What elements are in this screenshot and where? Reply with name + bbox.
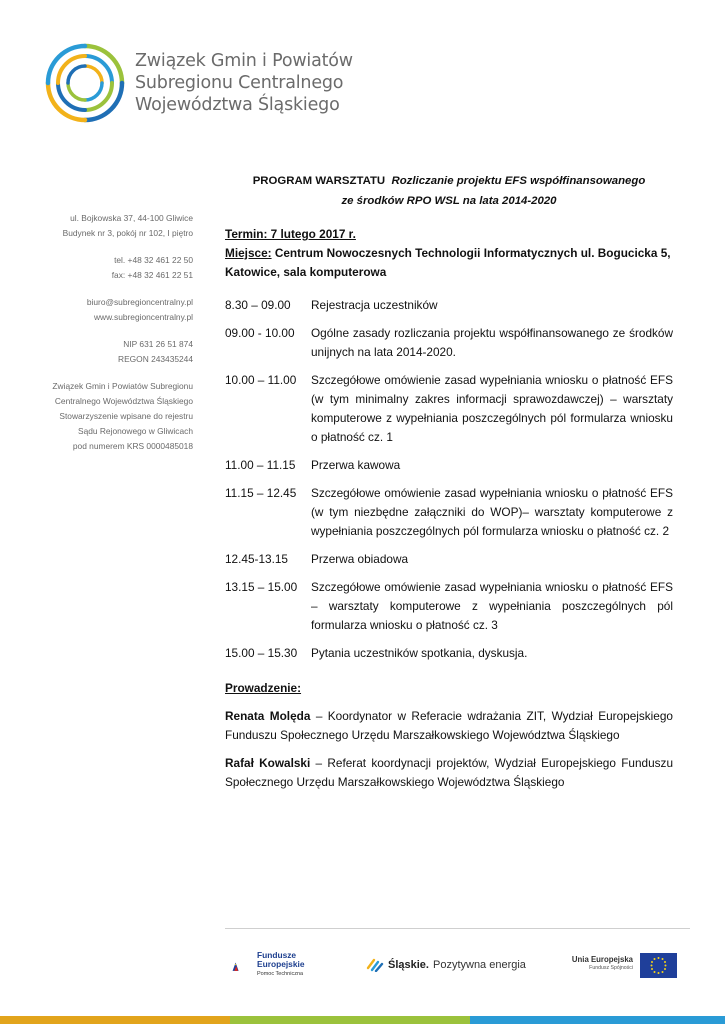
organization-name <box>135 50 353 116</box>
registry-line: Stowarzyszenie wpisane do rejestru <box>59 411 193 421</box>
place-label: Miejsce: <box>225 246 272 260</box>
event-place <box>225 244 673 282</box>
host-desc: – Referat koordynacji projektów, Wydział Europejskiego Funduszu Społecznego Urzędu Marszałkowskiego Województwa Śląskiego <box>225 756 673 789</box>
agenda-text: Rejestracja uczestników <box>311 298 438 312</box>
host-desc: – Koordynator w Referacie wdrażania ZIT, Wydział Europejskiego Funduszu Społecznego Urzędu Marszałkowskiego Województwa Śląskiego <box>225 709 673 742</box>
agenda-item <box>225 644 673 663</box>
fe-line: Europejskie <box>257 959 305 969</box>
address-line: Budynek nr 3, pokój nr 102, I piętro <box>62 228 193 238</box>
document-title <box>225 171 673 211</box>
agenda-item <box>225 578 673 635</box>
title-bold: PROGRAM WARSZTATU <box>252 175 386 187</box>
agenda-time: 09.00 - 10.00 <box>225 326 295 340</box>
host-entry <box>225 707 673 745</box>
fundusze-europejskie-logo-icon <box>232 950 256 984</box>
contact-sidebar <box>3 211 193 454</box>
website-link[interactable]: www.subregioncentralny.pl <box>94 312 193 322</box>
agenda-text: Pytania uczestników spotkania, dyskusja. <box>311 646 528 660</box>
address-line: ul. Bojkowska 37, 44-100 Gliwice <box>70 213 193 223</box>
regon-line: REGON 243435244 <box>118 354 193 364</box>
event-details <box>225 225 673 282</box>
slaskie-tagline: Pozytywna energia <box>432 959 526 971</box>
agenda-time: 10.00 – 11.00 <box>225 373 297 387</box>
org-name-line: Województwa Śląskiego <box>135 95 340 115</box>
agenda-item <box>225 484 673 541</box>
fax-line: fax: +48 32 461 22 51 <box>111 270 193 280</box>
host-entry <box>225 754 673 792</box>
agenda-text: Przerwa obiadowa <box>311 552 409 566</box>
event-date: Termin: 7 lutego 2017 r. <box>225 227 356 241</box>
host-name: Rafał Kowalski <box>225 756 311 770</box>
eu-logo-text <box>560 955 633 973</box>
agenda-time: 11.00 – 11.15 <box>225 458 296 472</box>
agenda-time: 13.15 – 15.00 <box>225 580 298 594</box>
eu-subtitle: Fundusz Spójności <box>589 965 633 971</box>
hosts-heading: Prowadzenie: <box>225 681 302 695</box>
eu-title: Unia Europejska <box>571 955 633 964</box>
association-logo-icon <box>44 42 126 124</box>
document-body <box>225 171 673 792</box>
agenda-time: 8.30 – 09.00 <box>225 298 291 312</box>
registry-line: pod numerem KRS 0000485018 <box>72 441 193 451</box>
nip-line: NIP 631 26 51 874 <box>123 339 193 349</box>
agenda-text: Szczegółowe omówienie zasad wypełniania wniosku o płatność EFS (w tym minimalny zakres informacji sprawozdawczej) – warsztaty komputerowe z wypełniania poszczególnych pól formularza wniosku o płatność cz. 1 <box>311 373 673 444</box>
agenda-text: Przerwa kawowa <box>311 458 401 472</box>
org-name-line: Subregionu Centralnego <box>135 73 344 93</box>
agenda-time: 12.45-13.15 <box>225 552 288 566</box>
registry-line: Związek Gmin i Powiatów Subregionu <box>52 381 193 391</box>
footer-divider <box>225 928 690 929</box>
slaskie-bold: Śląskie. <box>388 959 429 971</box>
agenda-text: Szczegółowe omówienie zasad wypełniania wniosku o płatność EFS – warsztaty komputerowe z wypełniania poszczególnych pól formularza wniosku o płatność cz. 3 <box>311 580 673 632</box>
registry-line: Centralnego Województwa Śląskiego <box>54 396 193 406</box>
agenda-item <box>225 456 673 475</box>
email-link[interactable]: biuro@subregioncentralny.pl <box>86 297 193 307</box>
agenda-text: Ogólne zasady rozliczania projektu współfinansowanego ze środków unijnych na lata 2014-2020. <box>311 326 673 359</box>
slaskie-logo <box>366 958 526 972</box>
agenda-item <box>225 550 673 569</box>
title-italic: Rozliczanie projektu EFS współfinansowanego <box>391 175 646 187</box>
agenda-time: 11.15 – 12.45 <box>225 486 297 500</box>
org-name-line: Związek Gmin i Powiatów <box>135 51 353 71</box>
fe-subtitle: Pomoc Techniczna <box>257 971 304 977</box>
agenda-time: 15.00 – 15.30 <box>225 646 298 660</box>
fe-logo-text <box>257 951 304 969</box>
agenda-text: Szczegółowe omówienie zasad wypełniania wniosku o płatność EFS (w tym niezbędne załączniki do WOP)– warsztaty komputerowe z wypełniania poszczególnych pól formularza wniosku o płatność cz. 2 <box>311 486 673 538</box>
agenda-list <box>225 296 673 663</box>
phone-line: tel. +48 32 461 22 50 <box>114 255 193 265</box>
title-italic: ze środków RPO WSL na lata 2014-2020 <box>341 195 557 207</box>
bottom-color-stripe <box>0 1016 725 1024</box>
agenda-item <box>225 324 673 362</box>
host-name: Renata Molęda <box>225 709 311 723</box>
agenda-item <box>225 371 673 447</box>
eu-flag-icon <box>640 953 677 978</box>
agenda-item <box>225 296 673 315</box>
registry-line: Sądu Rejonowego w Gliwicach <box>78 426 193 436</box>
fe-line: Fundusze <box>257 950 297 960</box>
slaskie-mark-icon <box>366 958 384 972</box>
place-value: Centrum Nowoczesnych Technologii Informatycznych ul. Bogucicka 5, Katowice, sala komputerowa <box>225 246 671 279</box>
